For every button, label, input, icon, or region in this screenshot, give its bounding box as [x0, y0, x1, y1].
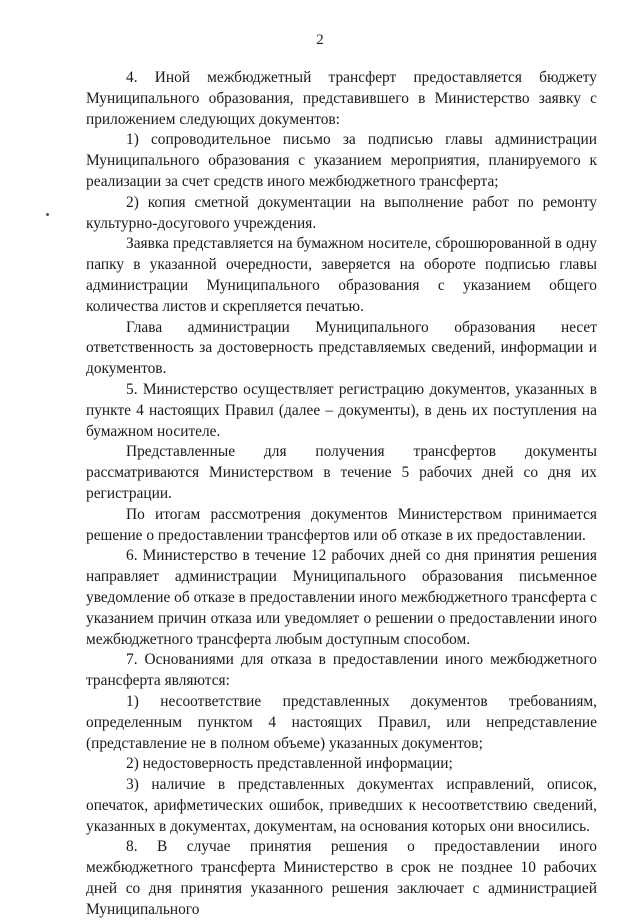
- paragraph-7-refusal-grounds: 7. Основаниями для отказа в предоставлении иного межбюджетного трансферта являются:: [86, 651, 597, 690]
- paragraph-7-item-1: 1) несоответствие представленных документов требованиям, определенным пунктом 4 настоящих Правил, или непредставление (представление не в полном объеме) указанных документов;: [86, 692, 597, 752]
- paragraph-responsibility: Глава администрации Муниципального образования несет ответственность за достоверность представляемых сведений, информации и документов.: [86, 318, 597, 378]
- paragraph-7-item-3: 3) наличие в представленных документах исправлений, описок, опечаток, арифметических ошибок, приведших к несоответствию сведений, указанных в документах, документам, на основания которых они вносились.: [86, 776, 597, 835]
- paragraph-review-period: Представленные для получения трансфертов документы рассматриваются Министерством в течение 5 рабочих дней со дня их регистрации.: [86, 443, 597, 502]
- paragraph-4-intro: 4. Иной межбюджетный трансферт предоставляется бюджету Муниципального образования, представившего в Министерство заявку с приложением следующих документов:: [86, 69, 597, 128]
- page-number: 2: [316, 32, 324, 48]
- paragraph-review-decision: По итогам рассмотрения документов Министерством принимается решение о предоставлении трансфертов или об отказе в их предоставлении.: [86, 505, 597, 544]
- paragraph-5-registration: 5. Министерство осуществляет регистрацию документов, указанных в пункте 4 настоящих Правил (далее – документы), в день их поступления на бумажном носителе.: [86, 380, 597, 440]
- paragraph-application-format: Заявка представляется на бумажном носителе, сброшюрованной в одну папку в указанной очередности, заверяется на обороте подписью главы администрации Муниципального образования с указанием общего количества листов и скрепляется печатью.: [86, 235, 597, 315]
- document-body: [86, 68, 597, 921]
- paragraph-4-item-1: 1) сопроводительное письмо за подписью главы администрации Муниципального образования с указанием мероприятия, планируемого к реализации за счет средств иного межбюджетного трансферта;: [86, 131, 597, 190]
- paragraph-6-notification: 6. Министерство в течение 12 рабочих дней со дня принятия решения направляет администрации Муниципального образования письменное уведомление об отказе в предоставлении иного межбюджетного трансферта с указанием причин отказа или уведомляет о решении о предоставлении иного межбюджетного трансферта любым доступным способом.: [86, 547, 597, 648]
- paragraph-4-item-2: 2) копия сметной документации на выполнение работ по ремонту культурно-досугового учреждения.: [86, 193, 597, 232]
- paragraph-7-item-2: 2) недостоверность представленной информации;: [126, 755, 453, 773]
- margin-mark: [46, 213, 49, 216]
- paragraph-8-agreement: 8. В случае принятия решения о предоставлении иного межбюджетного трансферта Министерство в срок не позднее 10 рабочих дней со дня принятия указанного решения заключает с администрацией Муниципального: [86, 838, 597, 918]
